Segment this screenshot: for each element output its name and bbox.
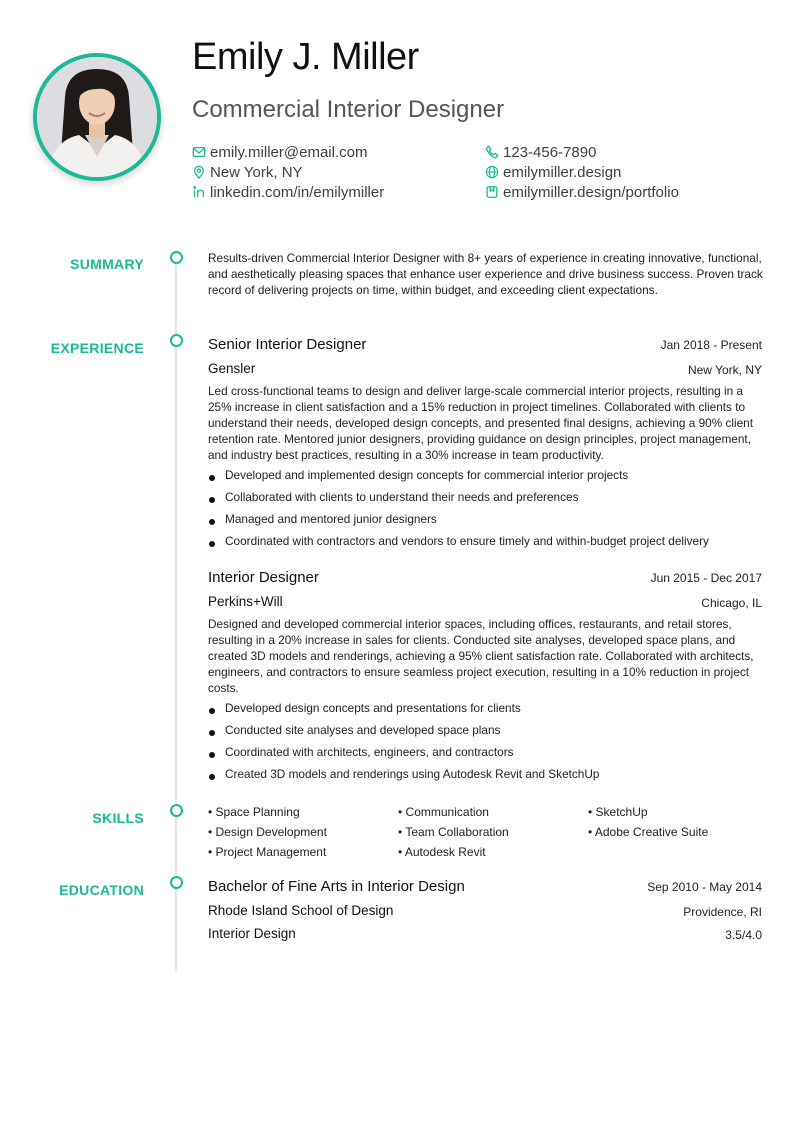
profile-photo xyxy=(33,53,161,181)
list-item: Coordinated with architects, engineers, and contractors xyxy=(208,744,768,766)
job-title: Interior Designer xyxy=(208,569,319,586)
timeline-dot-education xyxy=(170,876,183,889)
job-location: Chicago, IL xyxy=(701,596,762,610)
school-name: Rhode Island School of Design xyxy=(208,903,394,918)
contact-website[interactable] xyxy=(485,163,621,181)
list-item: Coordinated with contractors and vendors to ensure timely and within-budget project delivery xyxy=(208,533,768,555)
list-item: Developed design concepts and presentations for clients xyxy=(208,700,768,722)
linkedin-icon xyxy=(192,185,206,199)
job-description: Designed and developed commercial interior spaces, including offices, restaurants, and retail stores, resulting in a 20% increase in sales for clients. Conducted site analyses, developed space plans, and created 3D models and renderings, achieving a 95% client satisfaction rate. Collaborated with architects, engineers, and contractors to ensure seamless project execution, resulting in a 10% reduction in project costs. xyxy=(208,617,754,695)
map-pin-icon xyxy=(192,165,206,179)
section-label-summary: SUMMARY xyxy=(70,256,144,272)
location-text: New York, NY xyxy=(210,163,303,181)
skill-item: • Communication xyxy=(398,805,489,819)
summary-text: Results-driven Commercial Interior Designer with 8+ years of experience in creating innovative, functional, and aesthetically pleasing spaces that enhance user experience and drive business success. Proven track record of delivering projects on time, within budget, and exceeding client expectations. xyxy=(208,251,763,297)
skill-item: • Adobe Creative Suite xyxy=(588,825,709,839)
list-item: Developed and implemented design concepts for commercial interior projects xyxy=(208,467,768,489)
person-portrait-icon xyxy=(37,57,157,177)
portfolio-text[interactable]: emilymiller.design/portfolio xyxy=(503,183,679,201)
skill-item: • SketchUp xyxy=(588,805,648,819)
job-dates: Jan 2018 - Present xyxy=(660,338,762,352)
linkedin-text[interactable]: linkedin.com/in/emilymiller xyxy=(210,183,385,201)
skill-item: • Autodesk Revit xyxy=(398,845,486,859)
skill-item: • Project Management xyxy=(208,845,327,859)
skill-item: • Design Development xyxy=(208,825,327,839)
timeline-line xyxy=(175,256,177,972)
mail-icon xyxy=(192,145,206,159)
skill-item: • Space Planning xyxy=(208,805,300,819)
contact-linkedin[interactable] xyxy=(192,183,384,201)
section-label-education: EDUCATION xyxy=(59,882,144,898)
list-item: Managed and mentored junior designers xyxy=(208,511,768,533)
list-item: Created 3D models and renderings using Autodesk Revit and SketchUp xyxy=(208,766,768,788)
list-item: Conducted site analyses and developed space plans xyxy=(208,722,768,744)
bookmark-icon xyxy=(485,185,499,199)
job-bullet-list xyxy=(208,467,768,555)
job-description: Led cross-functional teams to design and deliver large-scale commercial interior projects, resulting in a 25% increase in client satisfaction and a 15% reduction in project timelines. Collaborated with clients to understand their needs, developed design concepts, and presented final designs, achieving a 90% client retention rate. Mentored junior designers, providing guidance on design principles, project management, and industry best practices, resulting in a 30% increase in team productivity. xyxy=(208,384,753,462)
phone-icon xyxy=(485,145,499,159)
job-title-heading: Commercial Interior Designer xyxy=(192,96,505,123)
section-label-experience: EXPERIENCE xyxy=(50,340,144,356)
job-location: New York, NY xyxy=(687,363,762,377)
job-dates: Jun 2015 - Dec 2017 xyxy=(650,571,762,585)
phone-text[interactable]: 123-456-7890 xyxy=(503,143,597,161)
job-bullet-list xyxy=(208,700,768,788)
website-text[interactable]: emilymiller.design xyxy=(503,163,622,181)
school-location: Providence, RI xyxy=(683,905,762,919)
education-major: Interior Design xyxy=(208,926,296,941)
timeline-dot-skills xyxy=(170,804,183,817)
globe-icon xyxy=(485,165,499,179)
contact-portfolio[interactable] xyxy=(485,183,679,201)
contact-email[interactable] xyxy=(192,143,367,161)
degree-title: Bachelor of Fine Arts in Interior Design xyxy=(208,878,465,895)
timeline-dot-summary xyxy=(170,251,183,264)
contact-phone[interactable] xyxy=(485,143,596,161)
skill-item: • Team Collaboration xyxy=(398,825,509,839)
job-title: Senior Interior Designer xyxy=(208,336,367,353)
education-gpa: 3.5/4.0 xyxy=(725,928,762,942)
email-text[interactable]: emily.miller@email.com xyxy=(210,143,368,161)
job-company: Perkins+Will xyxy=(208,594,283,609)
education-dates: Sep 2010 - May 2014 xyxy=(647,880,762,894)
candidate-name: Emily J. Miller xyxy=(192,36,419,78)
list-item: Collaborated with clients to understand their needs and preferences xyxy=(208,489,768,511)
section-label-skills: SKILLS xyxy=(92,810,144,826)
contact-location xyxy=(192,163,303,181)
timeline-dot-experience xyxy=(170,334,183,347)
job-company: Gensler xyxy=(208,361,256,376)
